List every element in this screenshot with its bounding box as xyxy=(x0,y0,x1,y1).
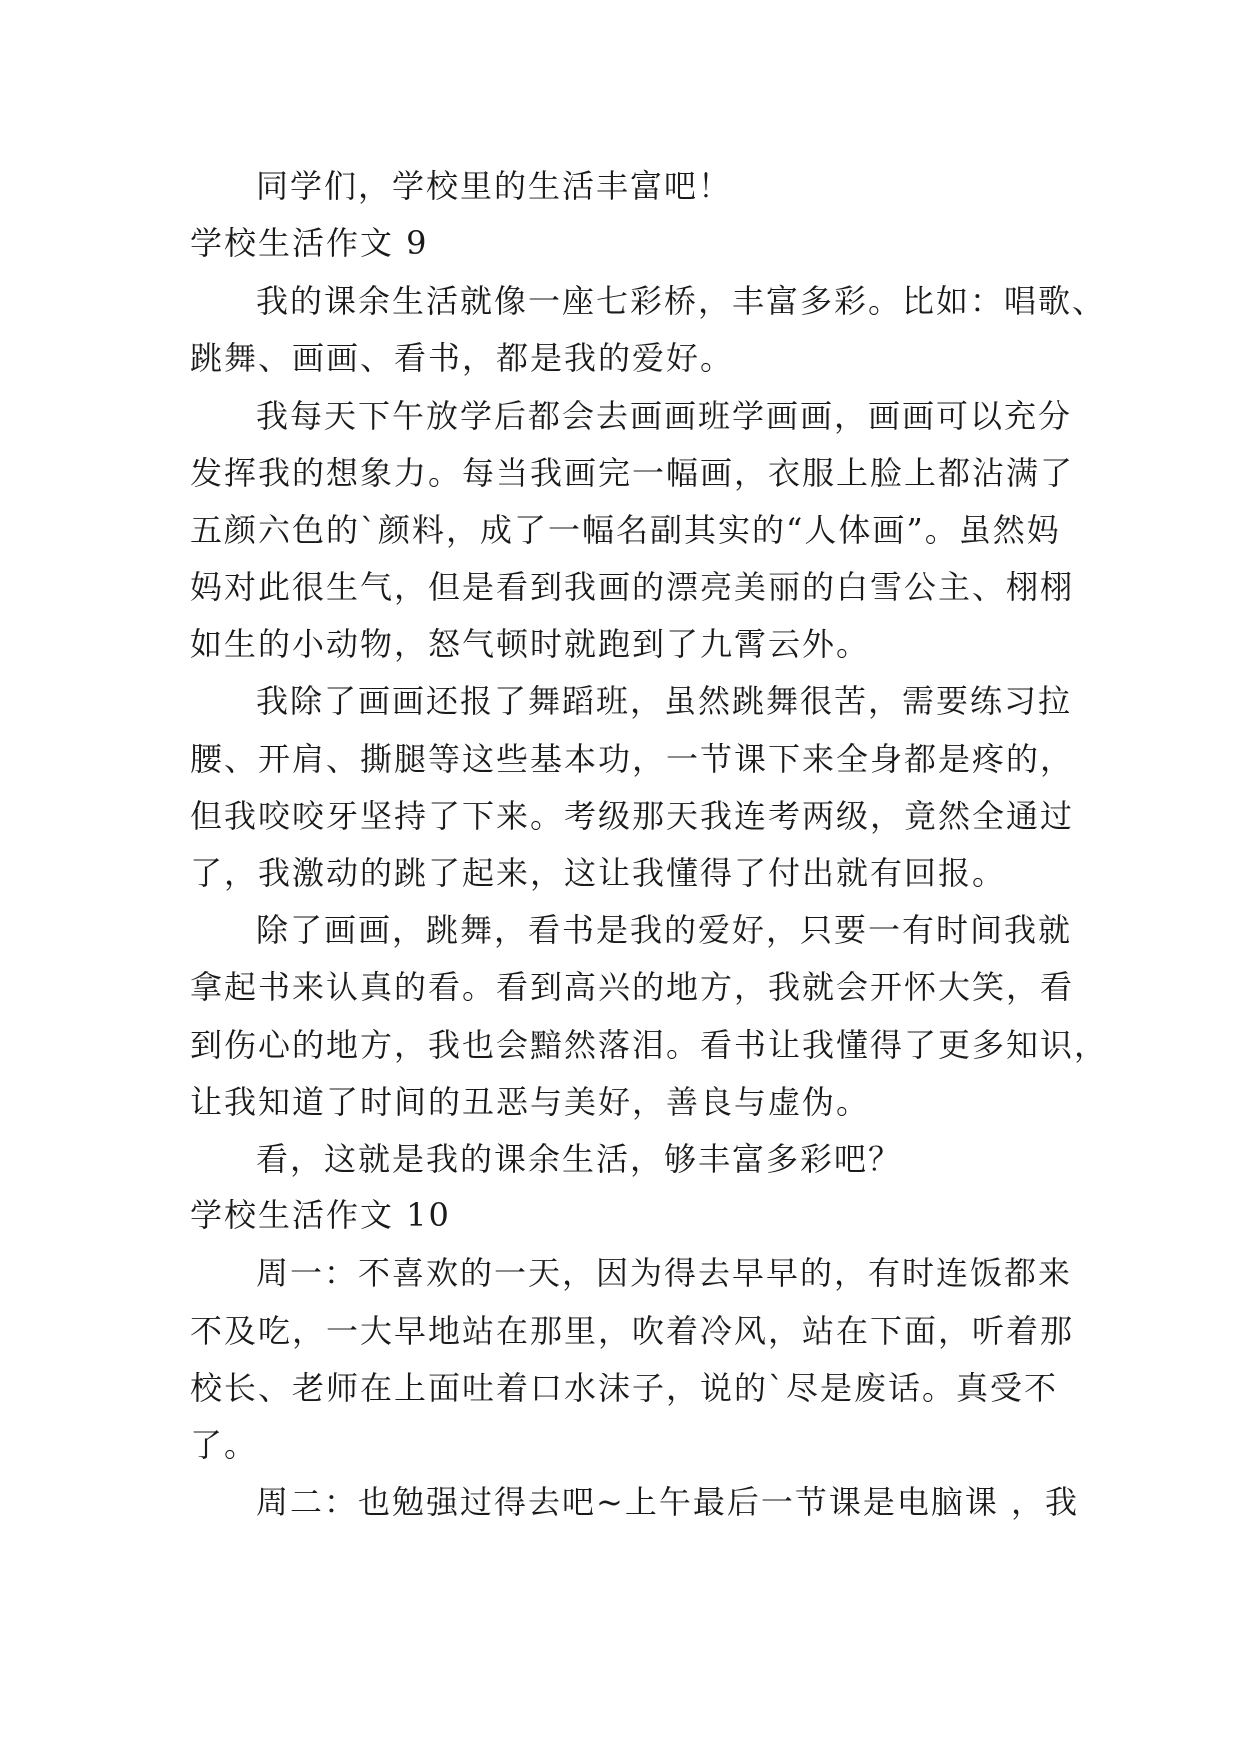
paragraph-line: 腰、开肩、撕腿等这些基本功，一节课下来全身都是疼的， xyxy=(190,740,1075,778)
paragraph-line: 让我知道了时间的丑恶与美好，善良与虚伪。 xyxy=(190,1083,871,1121)
paragraph-line: 我每天下午放学后都会去画画班学画画，画画可以充分 xyxy=(256,397,1073,435)
paragraph-line: 如生的小动物，怒气顿时就跑到了九霄云外。 xyxy=(190,625,871,663)
paragraph-line: 看，这就是我的课余生活，够丰富多彩吧？ xyxy=(256,1140,903,1178)
paragraph-line: 发挥我的想象力。每当我画完一幅画，衣服上脸上都沾满了 xyxy=(190,454,1075,492)
paragraph-line: 我除了画画还报了舞蹈班，虽然跳舞很苦，需要练习拉 xyxy=(256,682,1073,720)
paragraph-line: 不及吃，一大早地站在那里，吹着冷风，站在下面，听着那 xyxy=(190,1312,1075,1350)
section-heading: 学校生活作文 10 xyxy=(190,1196,451,1234)
paragraph-line: 到伤心的地方，我也会黯然落泪。看书让我懂得了更多知识， xyxy=(190,1026,1109,1064)
paragraph-line: 校长、老师在上面吐着口水沫子，说的`尽是废话。真受不 xyxy=(190,1369,1059,1407)
paragraph-line: 除了画画，跳舞，看书是我的爱好，只要一有时间我就 xyxy=(256,911,1073,949)
paragraph-line: 跳舞、画画、看书，都是我的爱好。 xyxy=(190,339,735,377)
paragraph-line: 拿起书来认真的看。看到高兴的地方，我就会开怀大笑，看 xyxy=(190,968,1075,1006)
paragraph-line: 周一：不喜欢的一天，因为得去早早的，有时连饭都来 xyxy=(256,1254,1073,1292)
paragraph-line: 我的课余生活就像一座七彩桥，丰富多彩。比如：唱歌、 xyxy=(256,282,1107,320)
paragraph-line: 同学们，学校里的生活丰富吧！ xyxy=(256,167,733,205)
paragraph-line: 了。 xyxy=(190,1426,259,1464)
section-heading: 学校生活作文 9 xyxy=(190,224,429,262)
paragraph-line: 妈对此很生气，但是看到我画的漂亮美丽的白雪公主、栩栩 xyxy=(190,568,1075,606)
paragraph-line: 周二：也勉强过得去吧~上午最后一节课是电脑课 ，我 xyxy=(256,1483,1079,1521)
paragraph-line: 五颜六色的`颜料，成了一幅名副其实的“人体画”。虽然妈 xyxy=(190,511,1061,549)
paragraph-line: 了，我激动的跳了起来，这让我懂得了付出就有回报。 xyxy=(190,854,1007,892)
paragraph-line: 但我咬咬牙坚持了下来。考级那天我连考两级，竟然全通过 xyxy=(190,797,1075,835)
